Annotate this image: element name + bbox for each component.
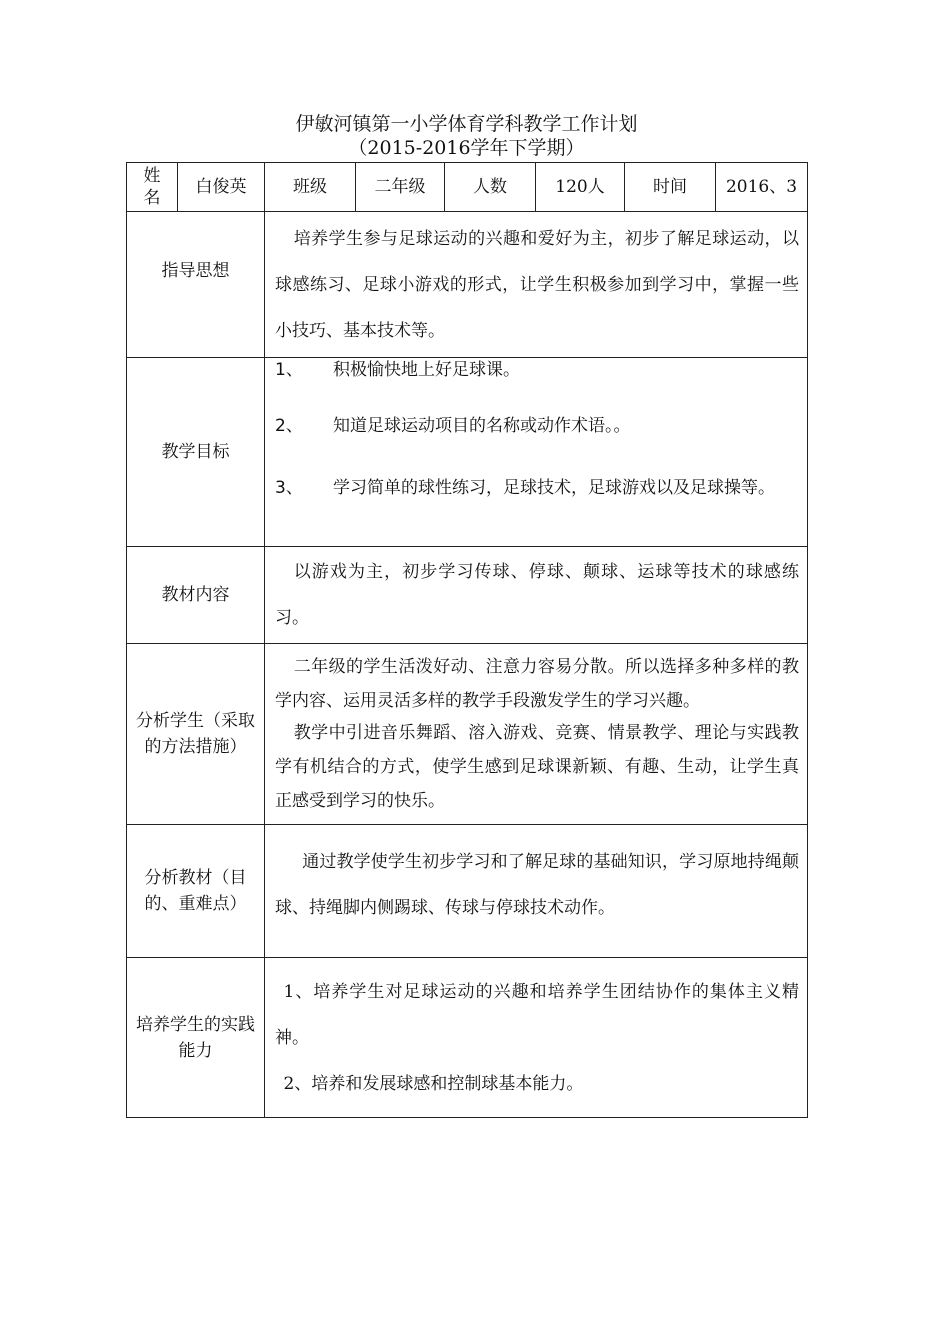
class-value: 二年级 — [356, 163, 445, 212]
materials-content — [265, 547, 808, 644]
guiding-row — [127, 212, 808, 358]
goal-number: 3、 — [275, 478, 303, 498]
document-subtitle: （2015-2016学年下学期） — [348, 137, 585, 159]
name-label: 姓名 — [127, 163, 178, 212]
title-block — [126, 112, 807, 160]
guiding-label: 指导思想 — [127, 212, 265, 358]
textbook-text: 通过教学使学生初步学习和了解足球的基础知识，学习原地持绳颠球、持绳脚内侧踢球、传球与停球技术动作。 — [275, 852, 799, 918]
guiding-text: 培养学生参与足球运动的兴趣和爱好为主，初步了解足球运动，以球感练习、足球小游戏的形式，让学生积极参加到学习中，掌握一些小技巧、基本技术等。 — [275, 228, 799, 341]
materials-label: 教材内容 — [127, 547, 265, 644]
goals-label: 教学目标 — [127, 358, 265, 547]
students-text-2: 教学中引进音乐舞蹈、溶入游戏、竞赛、情景教学、理论与实践教学有机结合的方式，使学生感到足球课新颖、有趣、生动，让学生真正感受到学习的快乐。 — [275, 723, 799, 811]
goal-item — [275, 358, 799, 382]
textbook-row — [127, 825, 808, 958]
time-value: 2016、3 — [716, 163, 808, 212]
textbook-label: 分析教材（目的、重难点） — [127, 825, 265, 958]
students-label: 分析学生（采取的方法措施） — [127, 644, 265, 825]
guiding-content — [265, 212, 808, 358]
practice-label: 培养学生的实践能力 — [127, 958, 265, 1118]
textbook-content — [265, 825, 808, 958]
goals-content — [265, 358, 808, 547]
students-text-1: 二年级的学生活泼好动、注意力容易分散。所以选择多种多样的教学内容、运用灵活多样的教学手段激发学生的学习兴趣。 — [275, 657, 799, 711]
count-value: 120人 — [536, 163, 625, 212]
goal-item — [275, 414, 799, 438]
students-content — [265, 644, 808, 825]
practice-row — [127, 958, 808, 1118]
document-title: 伊敏河镇第一小学体育学科教学工作计划 — [295, 113, 638, 135]
header-row — [127, 163, 808, 212]
goal-number: 1、 — [275, 360, 303, 380]
plan-table — [126, 162, 808, 1118]
class-label: 班级 — [265, 163, 356, 212]
practice-item-2: 2、培养和发展球感和控制球基本能力。 — [283, 1073, 584, 1094]
goal-text: 学习简单的球性练习，足球技术，足球游戏以及足球操等。 — [333, 478, 775, 498]
goal-text: 知道足球运动项目的名称或动作术语。。 — [333, 416, 631, 436]
goals-row — [127, 358, 808, 547]
materials-row — [127, 547, 808, 644]
students-row — [127, 644, 808, 825]
goal-item — [275, 470, 799, 506]
goal-text: 积极愉快地上好足球课。 — [333, 360, 520, 380]
practice-item-1: 1、培养学生对足球运动的兴趣和培养学生团结协作的集体主义精神。 — [275, 981, 799, 1048]
count-label: 人数 — [445, 163, 536, 212]
goal-number: 2、 — [275, 416, 303, 436]
name-value: 白俊英 — [178, 163, 265, 212]
time-label: 时间 — [625, 163, 716, 212]
materials-text: 以游戏为主，初步学习传球、停球、颠球、运球等技术的球感练习。 — [275, 562, 799, 628]
practice-content — [265, 958, 808, 1118]
